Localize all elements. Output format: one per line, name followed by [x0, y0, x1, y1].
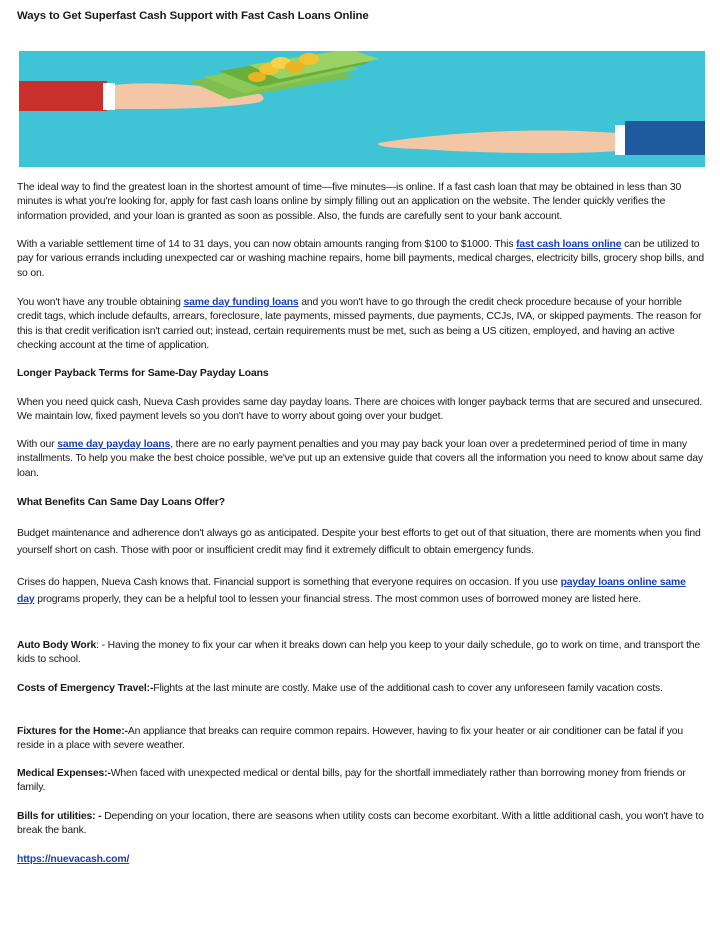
- benefit-utilities: [17, 810, 705, 839]
- paragraph-budget: Budget maintenance and adherence don't always go as anticipated. Despite your best efforts to get out of that situation, there are moments when you find yourself short on cash. Those with poor or insufficient credit may find it extremely difficult to obtain emergency funds.: [17, 528, 701, 556]
- benefit-label: Fixtures for the Home:-: [17, 726, 128, 737]
- payday-loans-online-same-day-link[interactable]: payday loans online same day: [17, 577, 686, 605]
- benefit-label: Medical Expenses:-: [17, 768, 111, 779]
- paragraph-credit: [17, 296, 705, 354]
- heading-benefits: What Benefits Can Same Day Loans Offer?: [17, 497, 225, 508]
- benefit-home-fixtures: [17, 725, 705, 754]
- benefit-label: Bills for utilities: -: [17, 811, 102, 822]
- paragraph-nueva-cash: When you need quick cash, Nueva Cash provides same day payday loans. There are choices with longer payback terms that are secured and unsecured. We maintain low, fixed payment levels so you don't have to worry about going over your budget.: [17, 397, 703, 423]
- paragraph-amounts: [17, 238, 705, 281]
- benefit-label: Costs of Emergency Travel:-: [17, 683, 154, 694]
- paragraph-text: You won't have any trouble obtaining: [17, 297, 184, 308]
- nuevacash-url-link[interactable]: https://nuevacash.com/: [17, 854, 130, 865]
- footer-link-paragraph: [17, 853, 705, 867]
- benefit-text: When faced with unexpected medical or dental bills, pay for the shortfall immediately rather than borrowing money from friends or family.: [17, 768, 686, 794]
- benefit-auto-body: [17, 639, 705, 668]
- paragraph-text: With a variable settlement time of 14 to 31 days, you can now obtain amounts ranging from $100 to $1000. This: [17, 239, 517, 250]
- benefit-text: : - Having the money to fix your car when it breaks down can help you keep to your daily schedule, go to work on time, and transport the kids to school.: [17, 640, 701, 666]
- intro-paragraph: The ideal way to find the greatest loan in the shortest amount of time—five minutes—is online. If a fast cash loan that may be obtained in less than 30 minutes is what you're looking for, apply for fast cash loans online by simply filling out an application on the website. The lender quickly verifies the information provided, and your loan is granted as soon as possible. Also, the funds are carefully sent to your bank account.: [17, 182, 682, 222]
- left-sleeve: [19, 81, 107, 111]
- page-title: Ways to Get Superfast Cash Support with Fast Cash Loans Online: [17, 10, 369, 22]
- paragraph-installments: [17, 438, 705, 481]
- hero-illustration: [19, 51, 705, 167]
- benefit-text: Flights at the last minute are costly. Make use of the additional cash to cover any unforeseen family vacation costs.: [153, 683, 663, 694]
- left-cuff: [103, 83, 115, 110]
- hands-money-illustration: [19, 51, 705, 167]
- right-sleeve: [625, 121, 705, 155]
- paragraph-text: programs properly, they can be a helpful tool to lessen your financial stress. The most common uses of borrowed money are listed here.: [34, 594, 642, 605]
- same-day-payday-loans-link[interactable]: same day payday loans: [57, 439, 171, 450]
- paragraph-text: and you won't have to go through the credit check procedure because of your horrible credit tags, which include defaults, arrears, foreclosure, late payments, missed payments, due payments, CCJs, IVA, or skipped payments. The reason for this is that credit verification isn't carried out; instead, certain requirements must be met, such as being a US citizen, employed, and having an active checking account at the time of application.: [17, 297, 702, 352]
- benefit-text: An appliance that breaks can require common repairs. However, having to fix your heater or air conditioner can be fatal if you reside in a place with severe weather.: [17, 726, 684, 752]
- heading-longer-payback: Longer Payback Terms for Same-Day Payday Loans: [17, 368, 269, 379]
- paragraph-crises: [17, 574, 705, 608]
- benefit-medical: [17, 767, 705, 796]
- paragraph-text: Crises do happen, Nueva Cash knows that. Financial support is something that everyone requires on occasion. If you use: [17, 577, 561, 588]
- benefit-label: Auto Body Work: [17, 640, 97, 651]
- paragraph-text: can be utilized to pay for various errands including unexpected car or washing machine repairs, home bill payments, medical charges, electricity bills, grocery shop bills, and so on.: [17, 239, 704, 279]
- benefit-emergency-travel: [17, 682, 705, 696]
- fast-cash-loans-online-link[interactable]: fast cash loans online: [516, 239, 622, 250]
- benefit-text: Depending on your location, there are seasons when utility costs can become exorbitant. With a little additional cash, you won't have to break the bank.: [17, 811, 704, 837]
- paragraph-text: With our: [17, 439, 58, 450]
- same-day-funding-loans-link[interactable]: same day funding loans: [183, 297, 299, 308]
- paragraph-text: , there are no early payment penalties and you may pay back your loan over a predetermined period of time in many installments. To help you make the best choice possible, we've put up an extensive guide that covers all the information you need to know about same day loan.: [17, 439, 703, 479]
